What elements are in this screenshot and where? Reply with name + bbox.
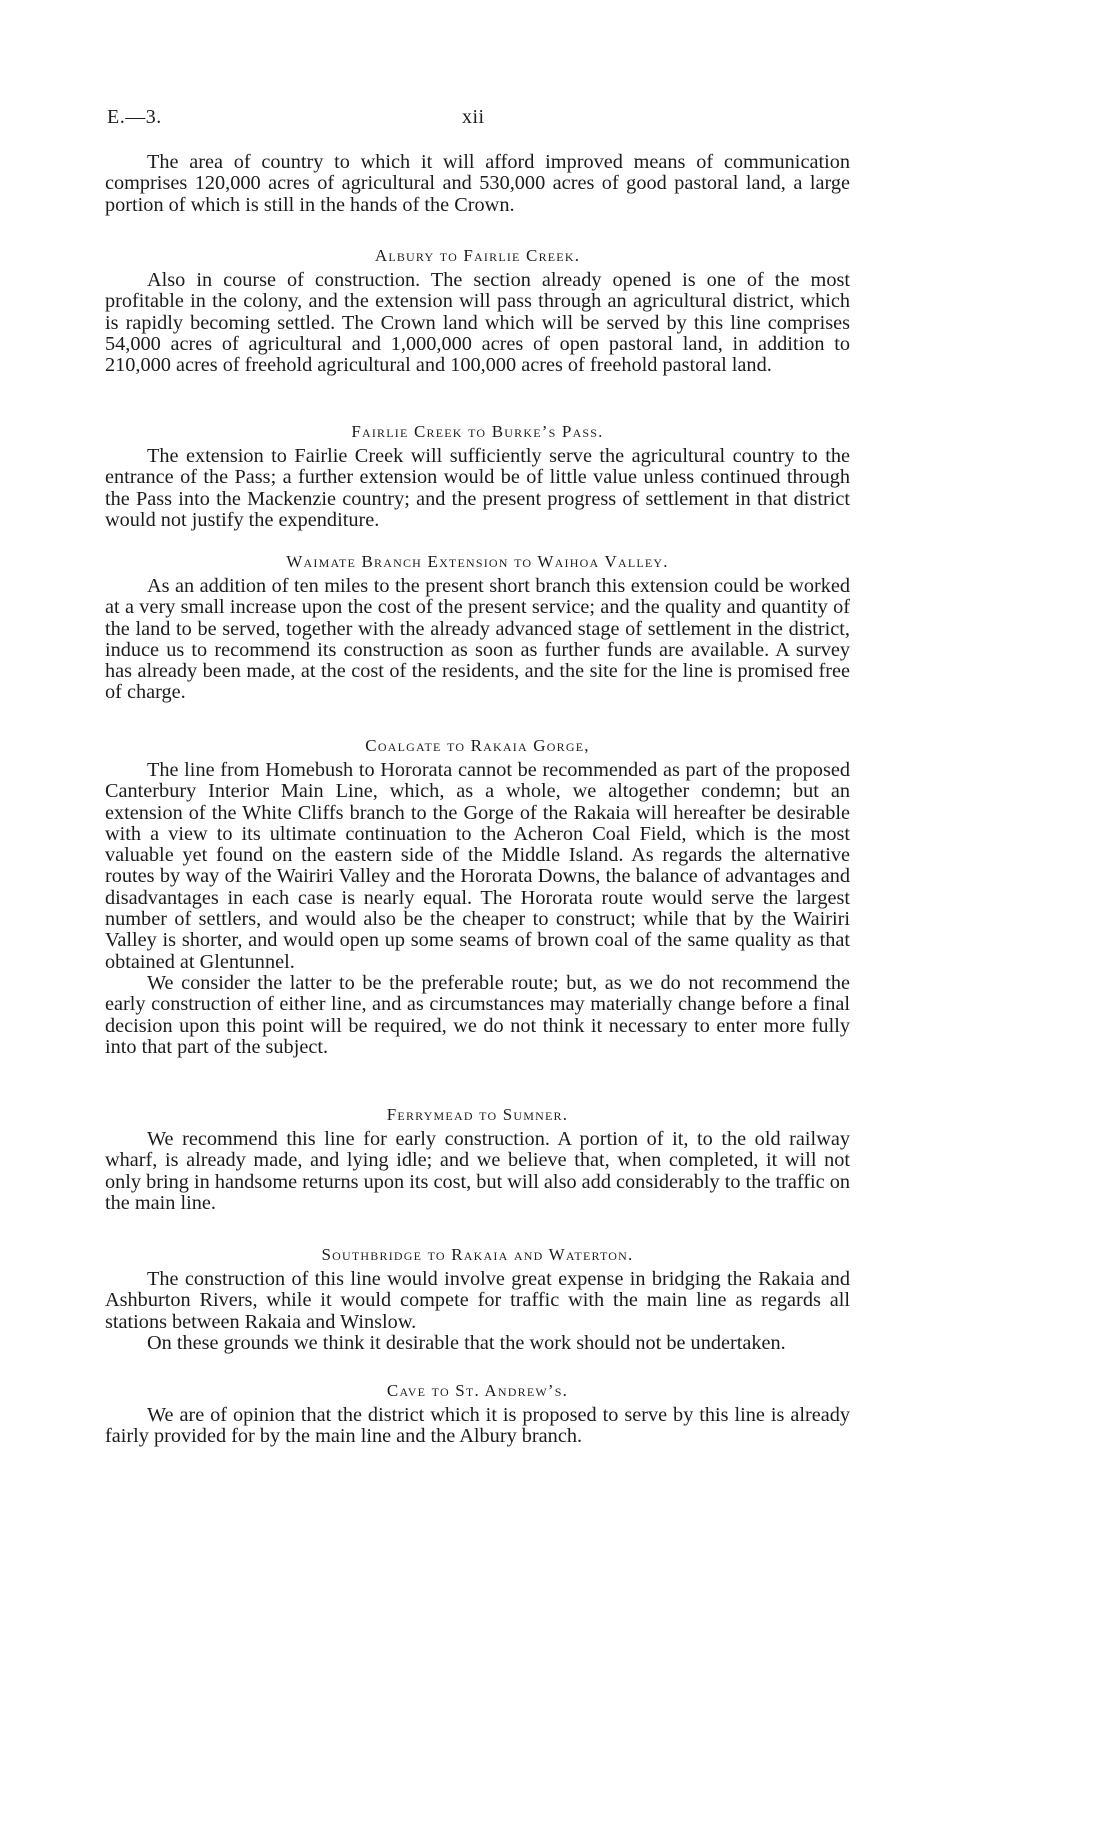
southbridge-paragraph-1: The construction of this line would involve great expense in bridging the Rakaia and Ashburton Rivers, while it would compete for traffic with the main line as regards all stations between Rakaia and Winslow. <box>105 1268 850 1333</box>
albury-paragraph: Also in course of construction. The section already opened is one of the most profitable in the colony, and the extension will pass through an agricultural district, which is rapidly becoming settled. The Crown land which will be served by this line comprises 54,000 acres of agricultural and 1,000,000 acres of open pastoral land, in addition to 210,000 acres of freehold agricultural and 100,000 acres of freehold pastoral land. <box>105 269 850 377</box>
waimate-section <box>105 551 850 704</box>
heading-ferrymead-sumner: Ferrymead to Sumner. <box>386 1105 569 1124</box>
report-reference: E.—3. <box>107 106 162 128</box>
coalgate-paragraph-2: We consider the latter to be the preferable route; but, as we do not recommend the early construction of either line, and as circumstances may materially change before a final decision upon this point will be required, we do not think it necessary to enter more fully into that part of the subject. <box>105 971 850 1058</box>
cave-paragraph: We are of opinion that the district which it is proposed to serve by this line is already fairly provided for by the main line and the Albury branch. <box>105 1404 850 1448</box>
intro-section <box>105 152 850 216</box>
cave-section <box>105 1380 850 1448</box>
heading-fairlie-burkes: Fairlie Creek to Burke’s Pass. <box>351 422 604 441</box>
heading-waimate-waihoa: Waimate Branch Extension to Waihoa Valley. <box>286 552 669 571</box>
ferrymead-section <box>105 1104 850 1214</box>
coalgate-section <box>105 735 850 1058</box>
waimate-paragraph: As an addition of ten miles to the present short branch this extension could be worked at a very small increase upon the cost of the present service; and the quality and quantity of the land to be served, together with the already advanced stage of settlement in the district, induce us to recommend its construction as soon as further funds are available. A survey has already been made, at the cost of the residents, and the site for the line is promised free of charge. <box>105 575 850 704</box>
fairlie-paragraph: The extension to Fairlie Creek will sufficiently serve the agricultural country to the entrance of the Pass; a further extension would be of little value unless continued through the Pass into the Mackenzie country; and the present progress of settlement in that district would not justify the expenditure. <box>105 445 850 531</box>
heading-southbridge-waterton: Southbridge to Rakaia and Waterton. <box>321 1245 634 1264</box>
albury-section <box>105 245 850 376</box>
heading-cave-standrews: Cave to St. Andrew’s. <box>386 1381 569 1400</box>
heading-coalgate-rakaia: Coalgate to Rakaia Gorge, <box>365 736 590 755</box>
page-number: xii <box>462 106 485 128</box>
ferrymead-paragraph: We recommend this line for early construction. A portion of it, to the old railway wharf, is already made, and lying idle; and we believe that, when completed, it will not only bring in handsome returns upon its cost, but will also add considerably to the traffic on the main line. <box>105 1128 850 1214</box>
heading-albury-fairlie: Albury to Fairlie Creek. <box>374 246 581 265</box>
intro-paragraph: The area of country to which it will afford improved means of communication comprises 120,000 acres of agricultural and 530,000 acres of good pastoral land, a large portion of which is still in the hands of the Crown. <box>105 151 850 216</box>
southbridge-paragraph-2: On these grounds we think it desirable that the work should not be undertaken. <box>147 1331 786 1354</box>
coalgate-paragraph-1: The line from Homebush to Hororata cannot be recommended as part of the proposed Canterbury Interior Main Line, which, as a whole, we altogether condemn; but an extension of the White Cliffs branch to the Gorge of the Rakaia will hereafter be desirable with a view to its ultimate continuation to the Acheron Coal Field, which is the most valuable yet found on the eastern side of the Middle Island. As regards the alternative routes by way of the Wairiri Valley and the Hororata Downs, the balance of advantages and disadvantages in each case is nearly equal. The Hororata route would serve the largest number of settlers, and would also be the cheaper to construct; while that by the Wairiri Valley is shorter, and would open up some seams of brown coal of the same quality as that obtained at Glentunnel. <box>105 759 850 973</box>
fairlie-section <box>105 421 850 531</box>
southbridge-section <box>105 1244 850 1354</box>
